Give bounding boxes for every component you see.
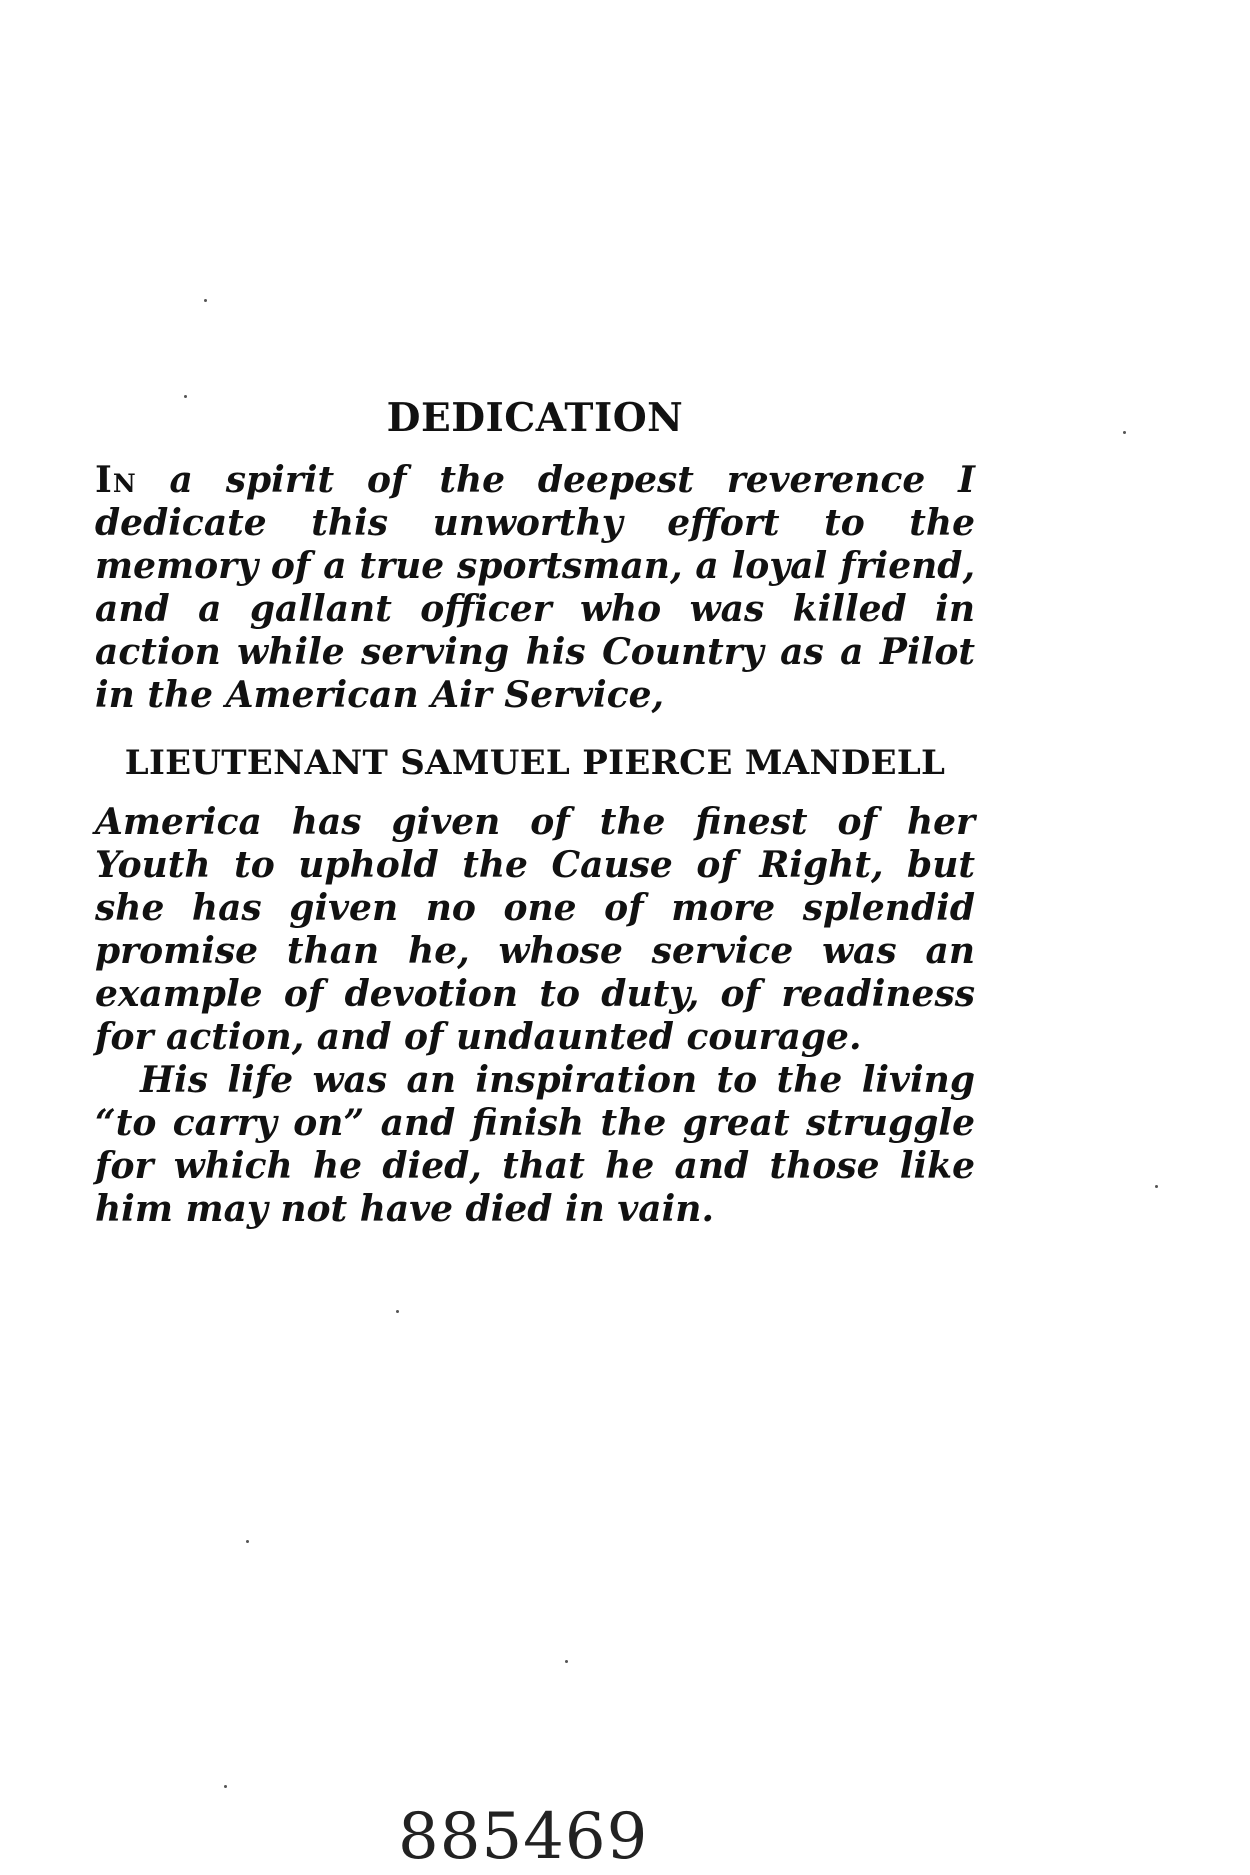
- intro-text: a spirit of the deepest reverence I dedicate this unworthy effort to the memory of a true sportsman, a loyal friend, and a gallant officer who was killed in action while serving his Country as a Pilot in the American Air Service,: [95, 459, 975, 716]
- honoree-name: LIEUTENANT SAMUEL PIERCE MANDELL: [124, 743, 946, 783]
- library-stamp-number: 885469: [398, 1800, 649, 1874]
- scan-speck: [224, 1785, 227, 1788]
- tribute-paragraph: America has given of the finest of her Youth to uphold the Cause of Right, but she has given no one of more splendid promise than he, whose service was an example of devotion to duty, of readiness for action, and of undaunted courage.: [95, 801, 975, 1058]
- page-title: DEDICATION: [386, 395, 684, 441]
- scan-speck: [565, 1660, 568, 1663]
- scan-speck: [204, 299, 207, 302]
- intro-first-word: In: [95, 459, 137, 501]
- scan-speck: [396, 1310, 399, 1313]
- scan-speck: [246, 1540, 249, 1543]
- closing-paragraph: His life was an inspiration to the living “to carry on” and finish the great struggle for which he died, that he and those like him may not have died in vain.: [95, 1059, 975, 1230]
- dedication-block: [95, 395, 975, 1231]
- scan-speck: [1155, 1185, 1158, 1188]
- dedication-intro-paragraph: [95, 459, 975, 717]
- scan-speck: [1123, 431, 1126, 434]
